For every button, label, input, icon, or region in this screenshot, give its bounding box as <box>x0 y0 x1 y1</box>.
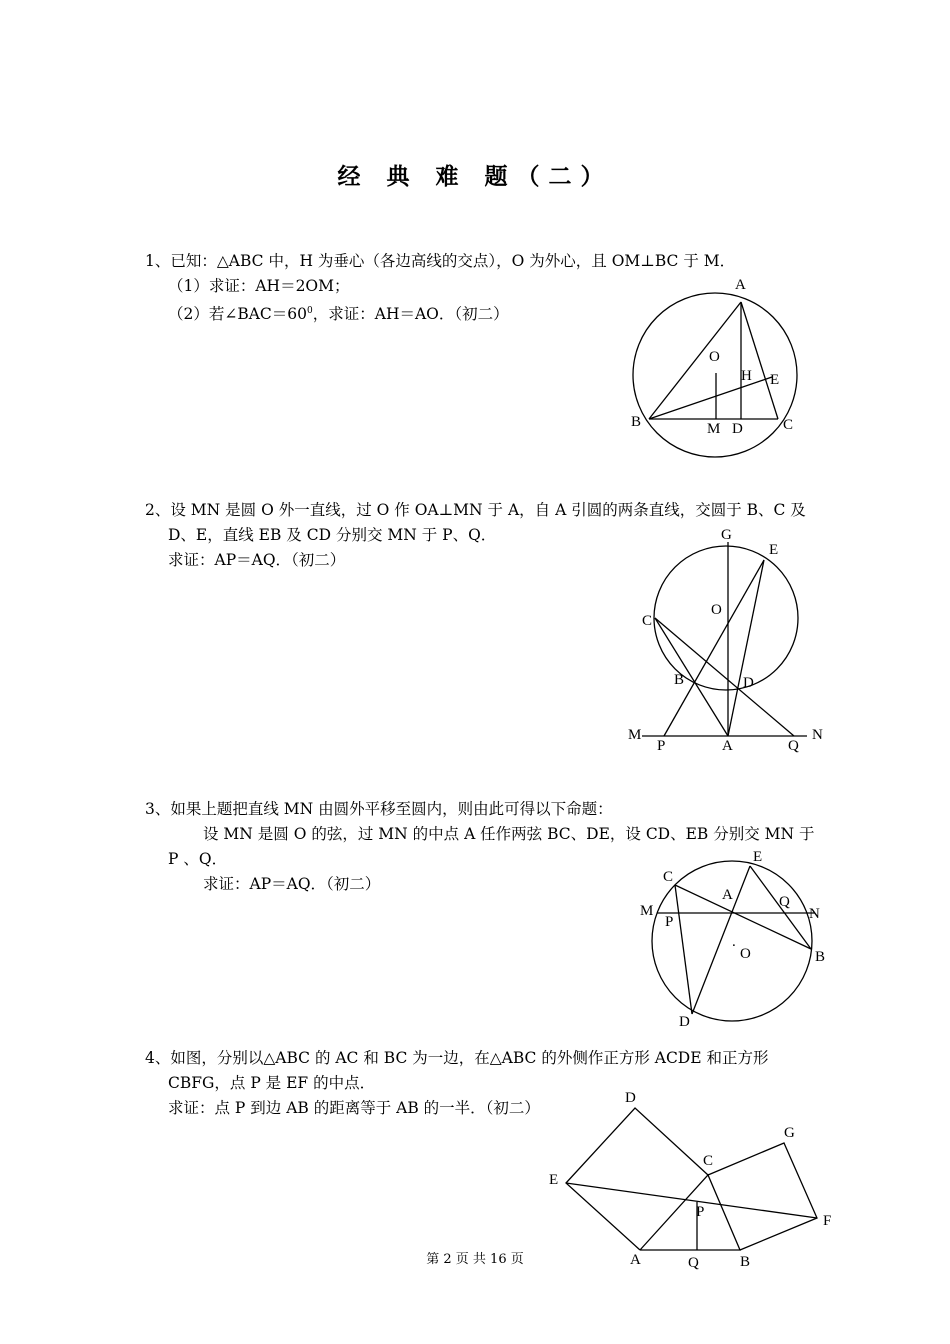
problem-4-line-3: 求证：点 P 到边 AB 的距离等于 AB 的一半．（初二） <box>168 1099 540 1117</box>
label-G: G <box>721 527 732 543</box>
label-D: D <box>743 675 754 691</box>
problem-4-line-2: CBFG，点 P 是 EF 的中点． <box>168 1074 376 1092</box>
problem-3-line-3: P 、Q． <box>168 850 228 868</box>
label-E: E <box>770 372 780 388</box>
label-A: A <box>722 887 733 903</box>
problem-2-line-1: 2、设 MN 是圆 O 外一直线，过 O 作 OA⊥MN 于 A，自 A 引圆的两条直线，交圆于 B、C 及 <box>145 501 806 519</box>
problem-3-line-2: 设 MN 是圆 O 的弦，过 MN 的中点 A 任作两弦 BC、DE，设 CD、EB 分别交 MN 于 <box>203 825 815 843</box>
label-A: A <box>735 277 746 293</box>
figure-1 <box>620 270 810 465</box>
label-N: N <box>812 727 823 743</box>
label-C: C <box>783 417 794 433</box>
label-D: D <box>625 1090 636 1106</box>
label-O: O <box>711 602 722 618</box>
label-P: P <box>665 914 674 930</box>
problem-2-line-2: D、E，直线 EB 及 CD 分别交 MN 于 P、Q． <box>168 526 497 544</box>
problem-1-line-2: （1）求证：AH＝2OM； <box>168 277 350 295</box>
label-B: B <box>674 672 685 688</box>
label-P: P <box>657 738 666 754</box>
label-F: F <box>823 1213 832 1229</box>
page-title: 经 典 难 题（二） <box>337 163 613 190</box>
label-C: C <box>663 869 674 885</box>
label-H: H <box>741 368 752 384</box>
problem-2-line-3: 求证：AP＝AQ．（初二） <box>168 551 346 569</box>
label-M: M <box>707 421 721 437</box>
problem-1-line-1: 1、已知：△ABC 中，H 为垂心（各边高线的交点），O 为外心，且 OM⊥BC 于 M． <box>145 252 736 270</box>
label-Q: Q <box>688 1255 699 1271</box>
label-B: B <box>631 414 642 430</box>
label-O: O <box>740 946 751 962</box>
label-P: P <box>696 1204 705 1220</box>
label-C: C <box>703 1153 714 1169</box>
label-E: E <box>769 542 779 558</box>
label-O: O <box>709 349 720 365</box>
page-footer: 第 2 页 共 16 页 <box>426 1252 524 1267</box>
label-A: A <box>630 1252 641 1268</box>
center-dot: . <box>732 934 736 950</box>
label-C: C <box>642 613 653 629</box>
label-N: N <box>809 906 820 922</box>
label-Q: Q <box>779 894 790 910</box>
figure-2 <box>620 520 835 760</box>
label-D: D <box>679 1014 690 1030</box>
label-A: A <box>722 738 733 754</box>
figure-3 <box>630 845 830 1035</box>
label-D: D <box>732 421 743 437</box>
label-B: B <box>815 949 826 965</box>
label-E: E <box>549 1172 559 1188</box>
label-M: M <box>640 903 654 919</box>
figure-4 <box>540 1085 840 1275</box>
label-M: M <box>628 727 642 743</box>
label-B: B <box>740 1254 751 1270</box>
problem-1-line-3: （2）若$\angle BAC=60^0$，求证：AH＝AO．（初二） <box>168 305 509 324</box>
label-G: G <box>784 1125 795 1141</box>
label-E: E <box>753 849 763 865</box>
problem-3-line-4: 求证：AP＝AQ．（初二） <box>203 875 381 893</box>
problem-4-line-1: 4、如图，分别以△ABC 的 AC 和 BC 为一边，在△ABC 的外侧作正方形 ACDE 和正方形 <box>145 1049 769 1067</box>
problem-3-line-1: 3、如果上题把直线 MN 由圆外平移至圆内，则由此可得以下命题： <box>145 800 613 818</box>
label-Q: Q <box>788 738 799 754</box>
